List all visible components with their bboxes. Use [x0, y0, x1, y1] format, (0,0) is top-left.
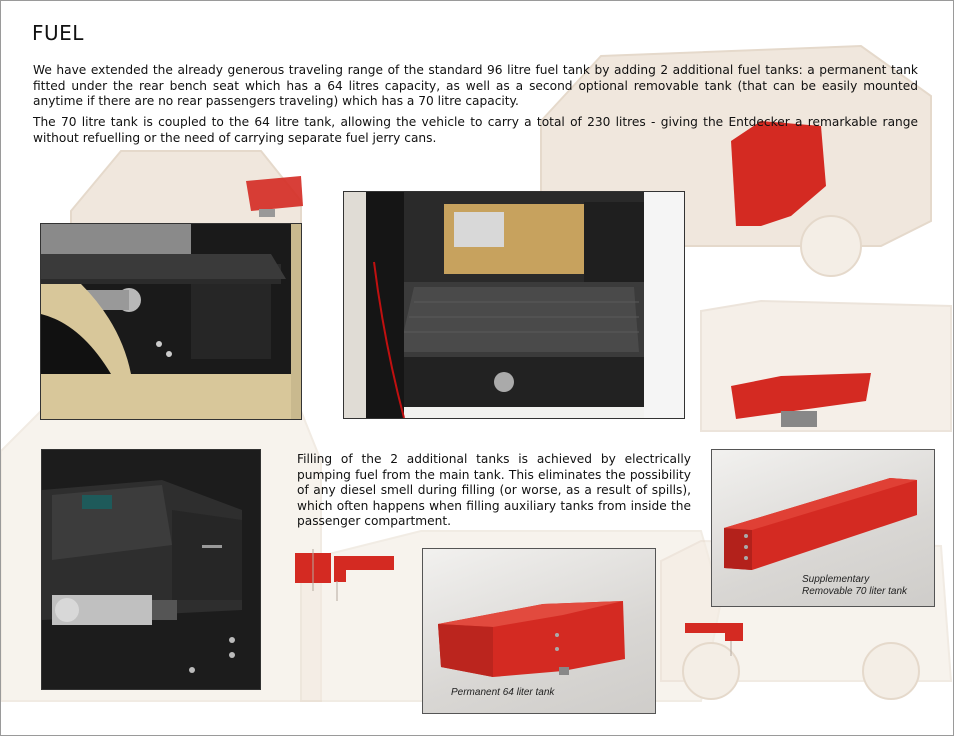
permanent-tank-caption: Permanent 64 liter tank: [451, 687, 555, 698]
render-removable-tank: [711, 449, 935, 607]
intro-paragraph: We have extended the already generous traveling range of the standard 96 litre fuel tank by adding 2 additional fuel tanks: a permanent tank fitted under the rear bench seat which has a 64 litres capacity, as well as a second optional removable tank (that can be easily mounted anytime if there are no rear passengers traveling) which has a 70 litre capacity.: [33, 63, 918, 108]
page-title: FUEL: [32, 21, 84, 45]
photo-underseat-tank-side: [40, 223, 302, 420]
removable-tank-caption-line2: Removable 70 liter tank: [802, 586, 908, 597]
photo-tank-top-view: [41, 449, 261, 690]
removable-tank-caption-line1: Supplementary: [802, 574, 870, 585]
photo-rear-compartment-plate: [343, 191, 685, 419]
filling-paragraph: Filling of the 2 additional tanks is achieved by electrically pumping fuel from the main tank. This eliminates the possibility of any diesel smell during filling (or worse, as a result of spills), which often happens when filling auxiliary tanks from inside the passenger compartment.: [297, 452, 691, 528]
capacity-paragraph: The 70 litre tank is coupled to the 64 litre tank, allowing the vehicle to carry a total of 230 litres - giving the Entdecker a remarkable range without refuelling or the need of carrying separate fuel jerry cans.: [33, 115, 918, 145]
render-permanent-tank: [422, 548, 656, 714]
